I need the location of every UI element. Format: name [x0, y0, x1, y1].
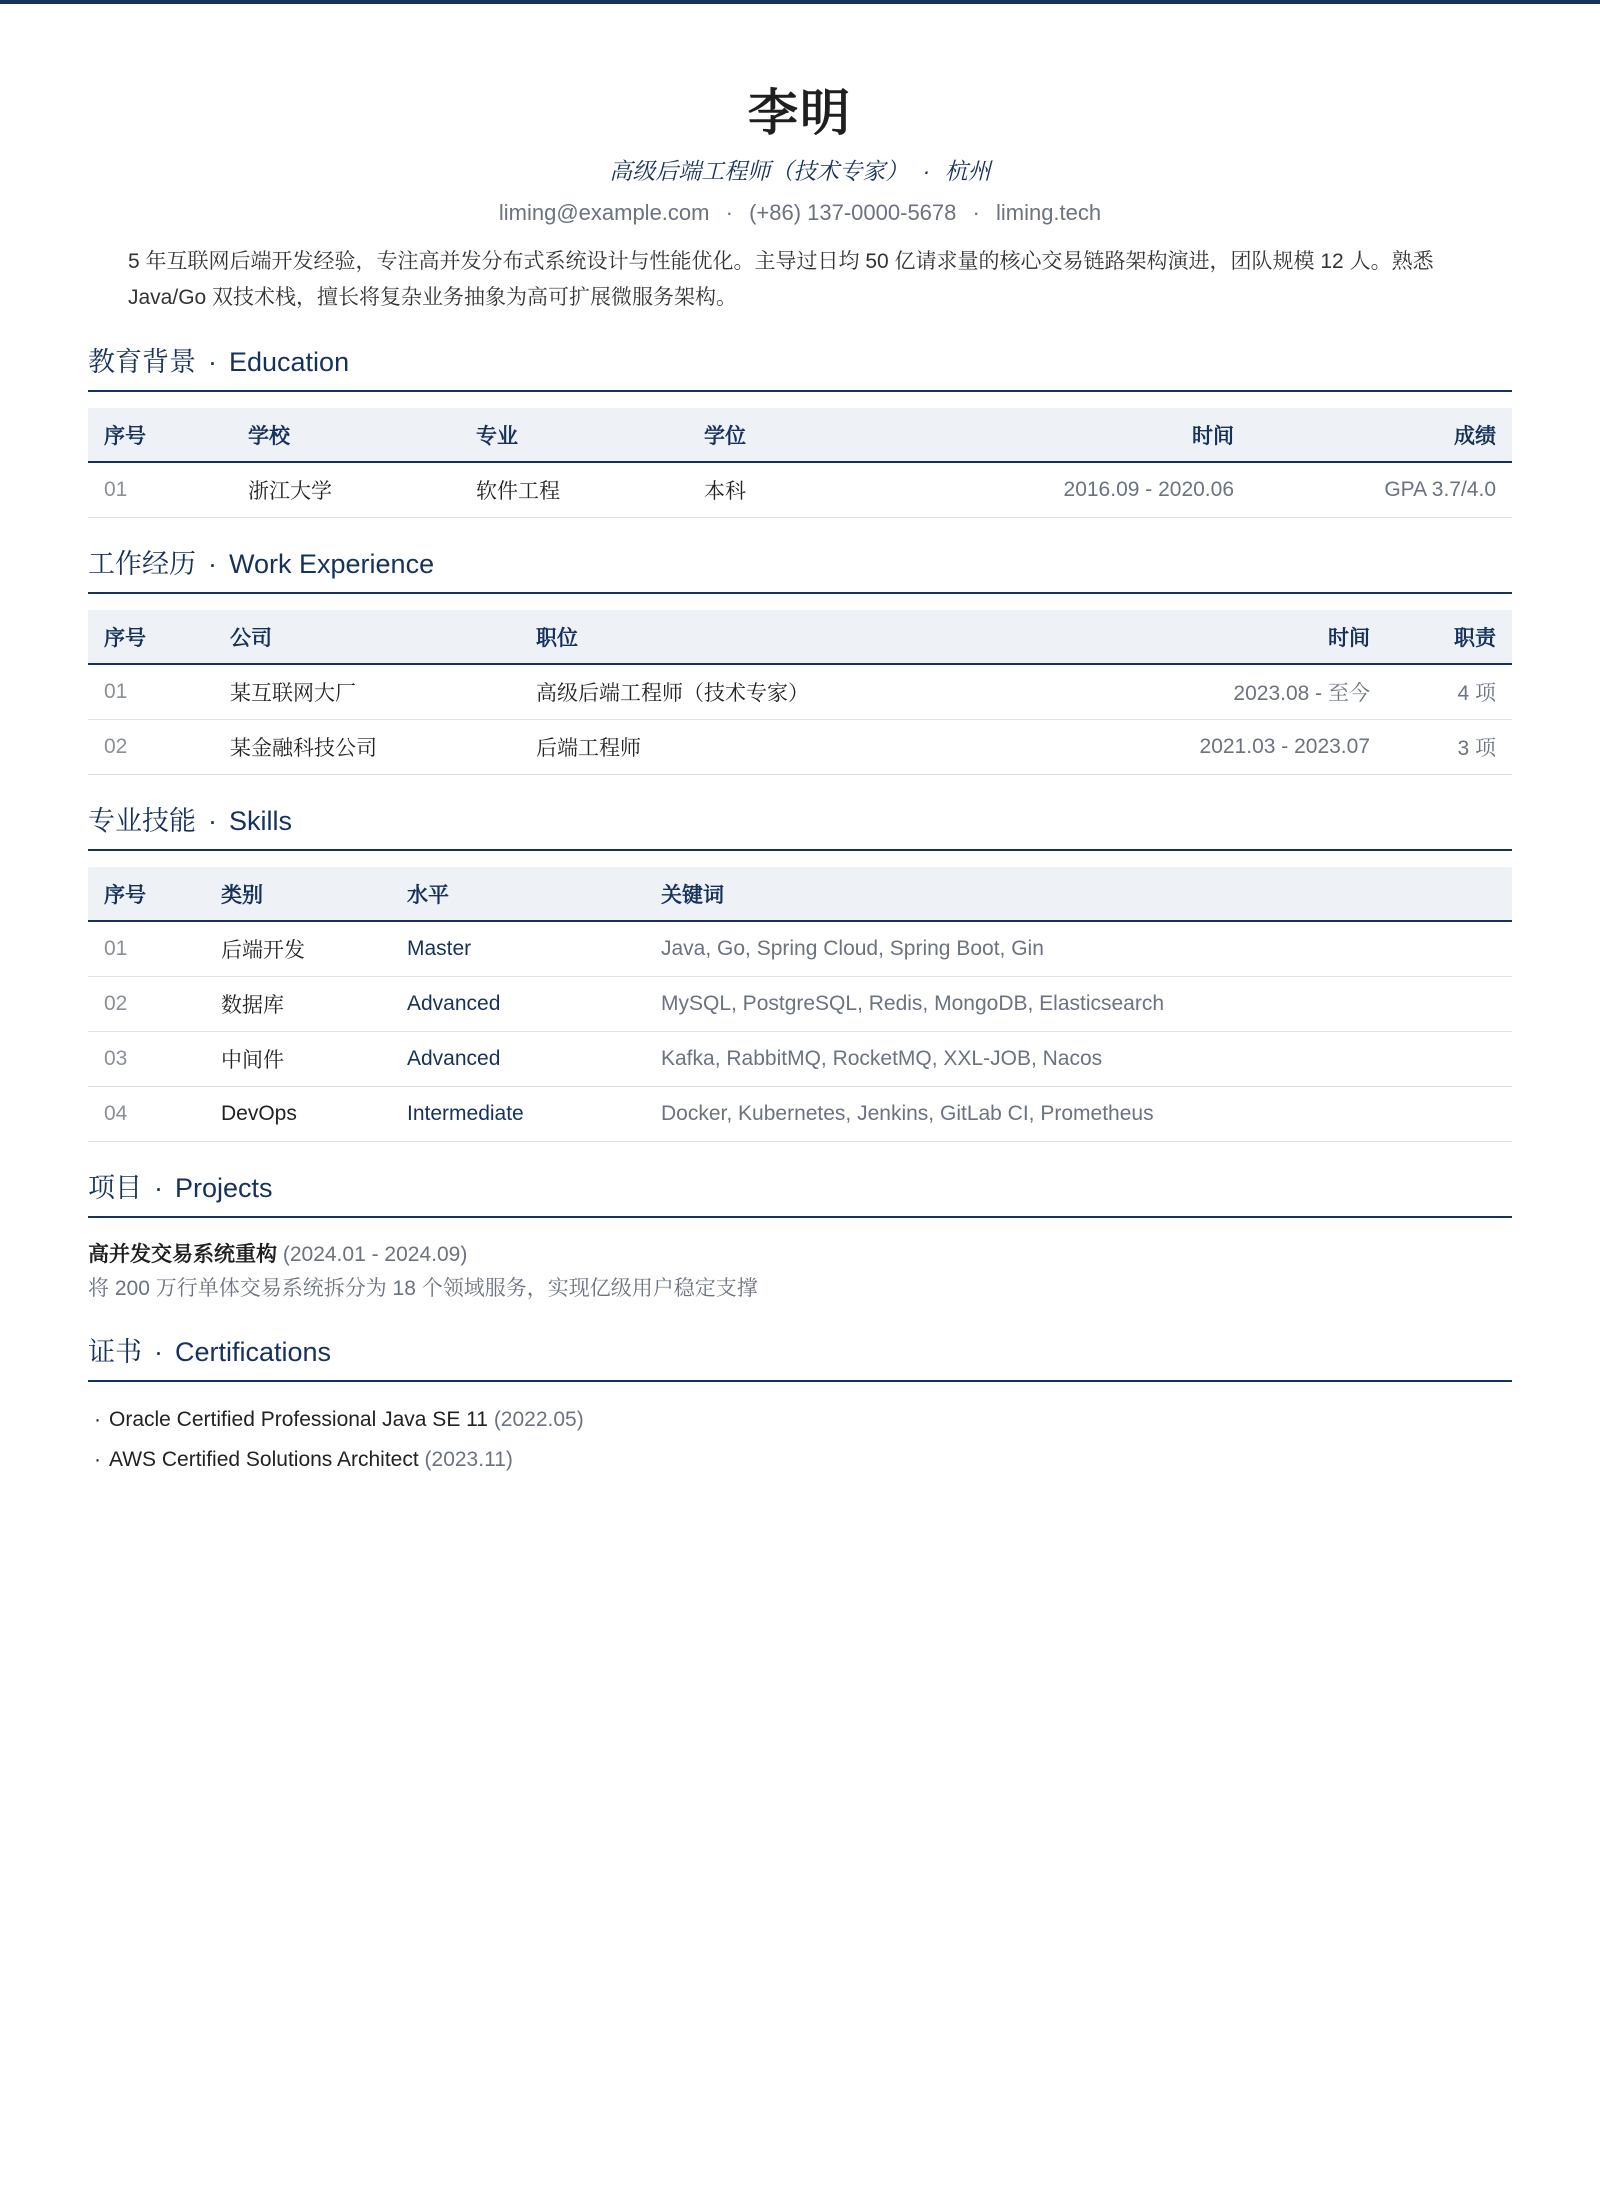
section-title-zh: 教育背景	[88, 347, 196, 377]
skill-keywords: Java, Go, Spring Cloud, Spring Boot, Gin	[645, 921, 1512, 977]
degree: 本科	[688, 462, 988, 518]
skills-table	[88, 867, 1512, 1142]
separator-dot: ·	[208, 549, 217, 579]
row-index: 01	[88, 664, 214, 720]
skill-category: DevOps	[205, 1087, 391, 1142]
phone[interactable]: (+86) 137-0000-5678	[749, 200, 957, 225]
summary-text: 5 年互联网后端开发经验，专注高并发分布式系统设计与性能优化。主导过日均 50 亿请求量的核心交易链路架构演进，团队规模 12 人。熟悉 Java/Go 双技术栈，擅长将复杂业务抽象为高可扩展微服务架构。	[128, 250, 1434, 309]
table-header-row	[88, 610, 1512, 664]
skill-category: 后端开发	[205, 921, 391, 977]
work-section-title	[88, 544, 1512, 594]
column-header: 序号	[88, 408, 232, 462]
school: 浙江大学	[232, 462, 460, 518]
table-row	[88, 720, 1512, 775]
column-header: 成绩	[1250, 408, 1512, 462]
skill-level: Master	[391, 921, 645, 977]
table-row	[88, 664, 1512, 720]
column-header: 时间	[988, 408, 1250, 462]
skills-section-title	[88, 801, 1512, 851]
section-title-en: Education	[229, 347, 350, 377]
column-header: 学位	[688, 408, 988, 462]
section-title-en: Certifications	[175, 1337, 332, 1367]
column-header: 职责	[1386, 610, 1512, 664]
section-title-en: Work Experience	[229, 549, 435, 579]
table-row	[88, 462, 1512, 518]
time-range: 2023.08 - 至今	[1126, 664, 1386, 720]
skill-keywords: MySQL, PostgreSQL, Redis, MongoDB, Elasticsearch	[645, 977, 1512, 1032]
column-header: 职位	[520, 610, 1126, 664]
separator-dot: ·	[208, 347, 217, 377]
table-header-row	[88, 408, 1512, 462]
table-header-row	[88, 867, 1512, 921]
location: 杭州	[944, 158, 991, 184]
column-header: 关键词	[645, 867, 1512, 921]
candidate-name: 李明	[748, 85, 852, 141]
row-index: 01	[88, 921, 205, 977]
cert-name: AWS Certified Solutions Architect	[109, 1448, 419, 1471]
time-range: 2016.09 - 2020.06	[988, 462, 1250, 518]
separator-dot: ·	[972, 200, 980, 225]
column-header: 序号	[88, 610, 214, 664]
section-title-en: Projects	[175, 1173, 273, 1203]
table-row	[88, 1032, 1512, 1087]
skill-keywords: Docker, Kubernetes, Jenkins, GitLab CI, Prometheus	[645, 1087, 1512, 1142]
education-section-title	[88, 342, 1512, 392]
position: 高级后端工程师（技术专家）	[520, 664, 1126, 720]
section-title-en: Skills	[229, 806, 293, 836]
row-index: 02	[88, 720, 214, 775]
job-title: 高级后端工程师（技术专家）	[609, 158, 909, 184]
row-index: 04	[88, 1087, 205, 1142]
skill-level: Advanced	[391, 1032, 645, 1087]
company: 某互联网大厂	[214, 664, 520, 720]
bullet-dot: ·	[94, 1448, 101, 1471]
certifications-section-title	[88, 1332, 1512, 1382]
column-header: 专业	[460, 408, 688, 462]
separator-dot: ·	[154, 1173, 163, 1203]
section-title-zh: 工作经历	[88, 549, 196, 579]
separator-dot: ·	[922, 158, 931, 184]
project-description: 将 200 万行单体交易系统拆分为 18 个领域服务，实现亿级用户稳定支撑	[88, 1277, 758, 1300]
table-row	[88, 1087, 1512, 1142]
table-row	[88, 977, 1512, 1032]
time-range: 2021.03 - 2023.07	[1126, 720, 1386, 775]
cert-name: Oracle Certified Professional Java SE 11	[109, 1408, 488, 1431]
duties-count: 3 项	[1386, 720, 1512, 775]
column-header: 公司	[214, 610, 520, 664]
column-header: 水平	[391, 867, 645, 921]
row-index: 01	[88, 462, 232, 518]
certification-list	[88, 1400, 1512, 1480]
section-title-zh: 证书	[88, 1337, 142, 1367]
column-header: 类别	[205, 867, 391, 921]
resume-page	[88, 0, 1512, 1480]
position: 后端工程师	[520, 720, 1126, 775]
skill-category: 中间件	[205, 1032, 391, 1087]
projects-section-title	[88, 1168, 1512, 1218]
row-index: 03	[88, 1032, 205, 1087]
skill-level: Advanced	[391, 977, 645, 1032]
section-title-zh: 项目	[88, 1173, 142, 1203]
contact-line	[88, 198, 1512, 228]
list-item	[88, 1440, 1512, 1480]
row-index: 02	[88, 977, 205, 1032]
email[interactable]: liming@example.com	[498, 200, 710, 225]
work-table	[88, 610, 1512, 775]
list-item	[88, 1400, 1512, 1440]
skill-category: 数据库	[205, 977, 391, 1032]
column-header: 学校	[232, 408, 460, 462]
project-period: (2024.01 - 2024.09)	[282, 1243, 468, 1266]
section-title-zh: 专业技能	[88, 806, 196, 836]
project-item	[88, 1238, 1512, 1272]
company: 某金融科技公司	[214, 720, 520, 775]
job-title-line	[88, 156, 1512, 186]
separator-dot: ·	[154, 1337, 163, 1367]
project-name: 高并发交易系统重构	[88, 1243, 277, 1266]
skill-level: Intermediate	[391, 1087, 645, 1142]
duties-count: 4 项	[1386, 664, 1512, 720]
bullet-dot: ·	[94, 1408, 101, 1431]
separator-dot: ·	[208, 806, 217, 836]
column-header: 时间	[1126, 610, 1386, 664]
cert-date: (2023.11)	[424, 1448, 513, 1471]
major: 软件工程	[460, 462, 688, 518]
score: GPA 3.7/4.0	[1250, 462, 1512, 518]
education-table	[88, 408, 1512, 518]
cert-date: (2022.05)	[493, 1408, 584, 1431]
table-row	[88, 921, 1512, 977]
skill-keywords: Kafka, RabbitMQ, RocketMQ, XXL-JOB, Nacos	[645, 1032, 1512, 1087]
separator-dot: ·	[725, 200, 733, 225]
column-header: 序号	[88, 867, 205, 921]
website[interactable]: liming.tech	[995, 200, 1102, 225]
